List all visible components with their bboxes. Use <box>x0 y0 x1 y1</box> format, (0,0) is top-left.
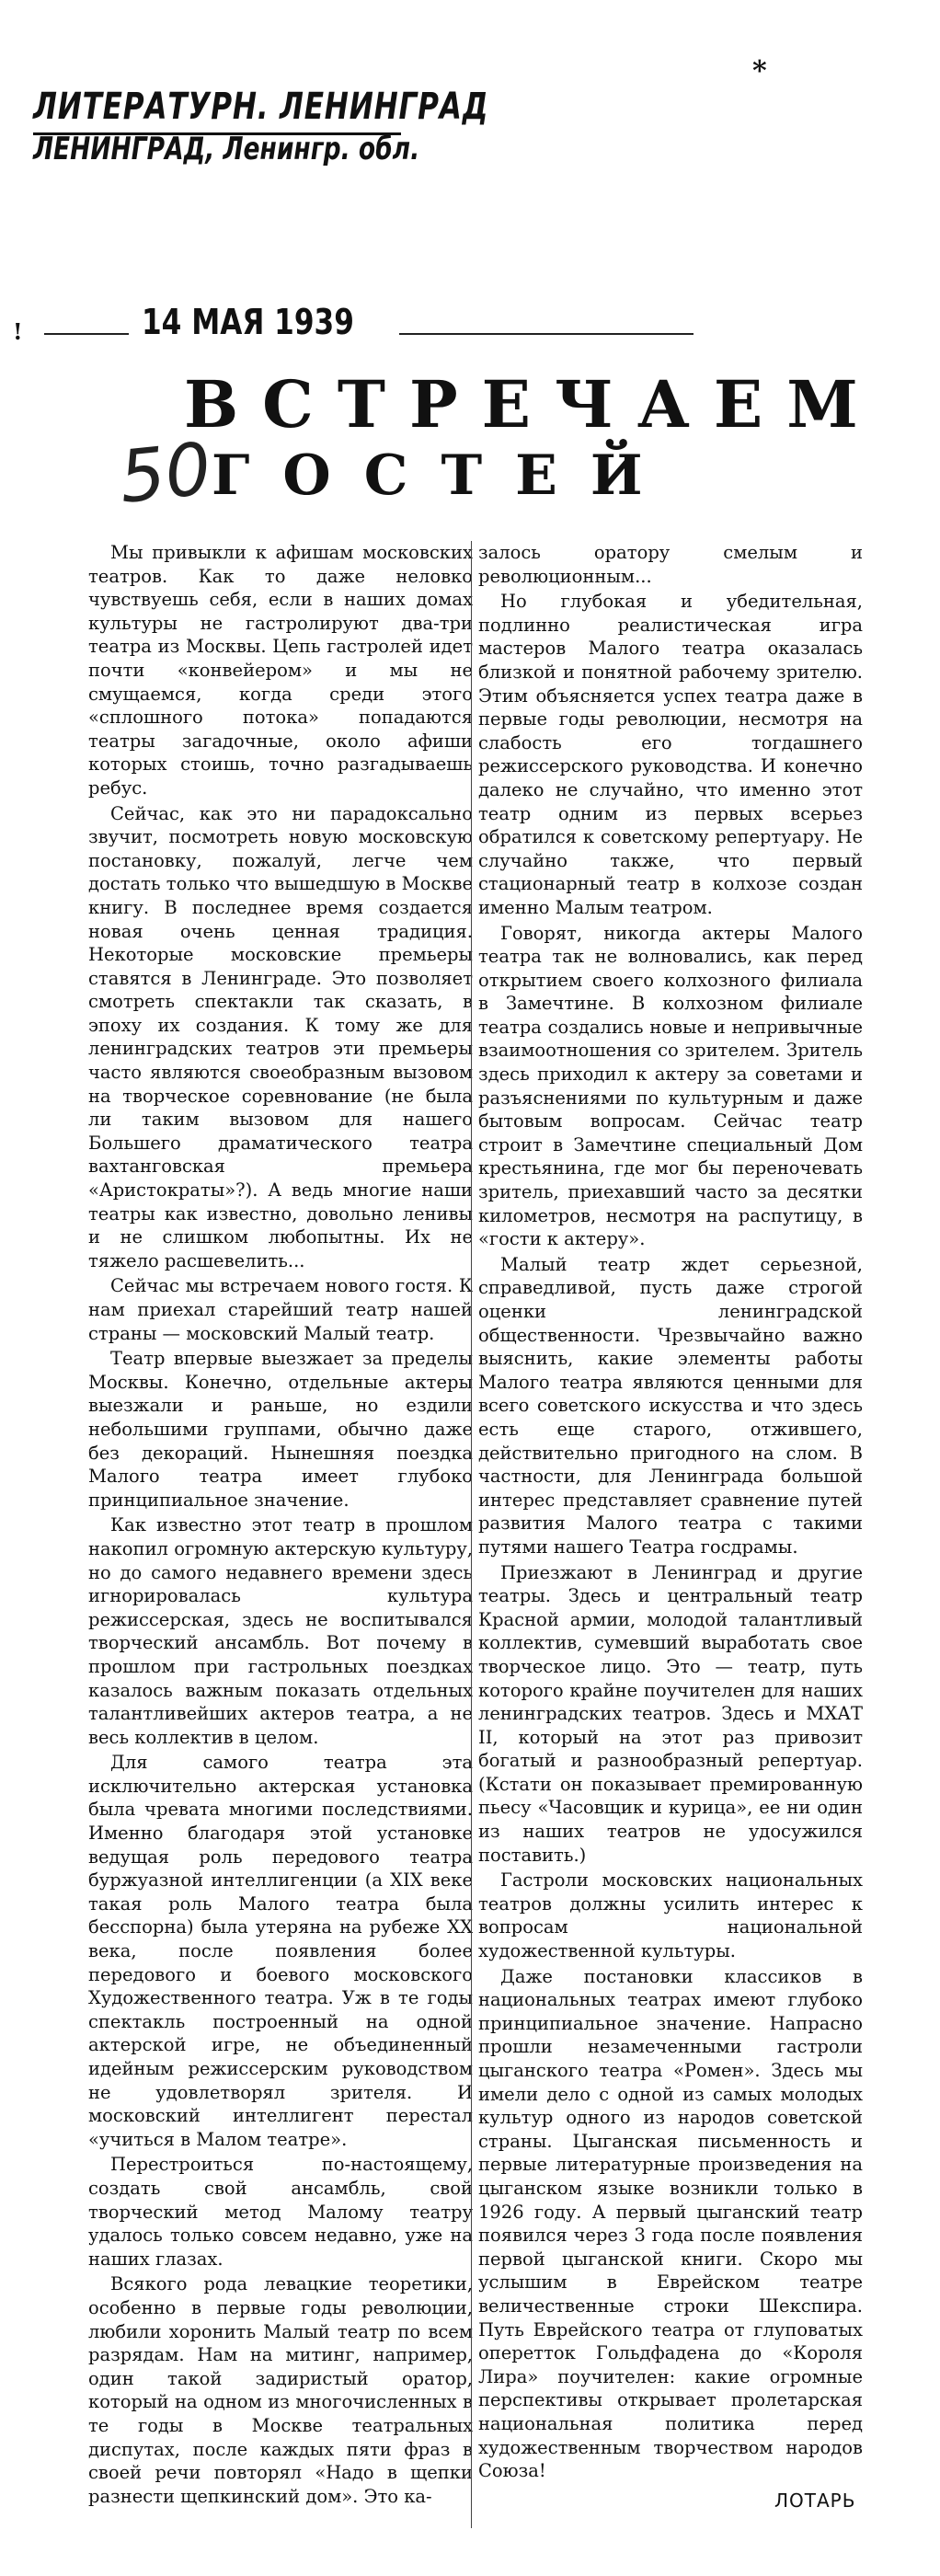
article-headline: ВСТРЕЧАЕМ <box>184 366 882 443</box>
paragraph: Сейчас, как это ни парадоксально звучит, посмотреть новую московскую постановку, пожалуй, легче чем достать только что вышедшую в Москве книгу. В последнее время создается новая очень ценная традиция. Некоторые московские премьеры ставятся в Ленинграде. Это позволяет смотреть спектакли так сказать, в эпоху их создания. К тому же для ленинградских театров эти премьеры часто являются своеобразным вызовом на творческое соревнование (не была ли таким вызовом для нашего Большего драматического театра вахтанговская премьера «Аристократы»?). А ведь многие наши театры как известно, довольно ленивы и не слишком любопытны. Их не тяжело расшевелить... <box>88 802 473 1271</box>
paragraph: Сейчас мы встречаем нового гостя. К нам приехал старейший театр нашей страны — московский Малый театр. <box>88 1275 473 1344</box>
paragraph-continuation: залось оратору смелым и революционным... <box>478 542 863 587</box>
paragraph: Гастроли московских национальных театров должны усилить интерес к вопросам национальной художественной культуры. <box>478 1869 863 1962</box>
stamp-publication: ЛИТЕРАТУРН. ЛЕНИНГРАД <box>33 86 489 128</box>
paragraph: Но глубокая и убедительная, подлинно реалистическая игра мастеров Малого театра оказалась близкой и понятной рабочему зрителю. Этим объясняется успех театра даже в первые годы революции, несмотря на слабость его тогдашнего режиссерского руководства. И конечно далеко не случайно, что именно этот театр одним из первых всерьез обратился к советскому репертуару. Не случайно также, что первый стационарный театр в колхозе создан именно Малым театром. <box>478 591 863 918</box>
paragraph: Для самого театра эта исключительно актерская установка была чревата многими последствиями. Именно благодаря этой установке ведущая роль передового театра буржуазной интеллигенции (а XIX веке такая роль Малого театра была бесспорна) была утеряна на рубеже XX века, после появления более передового и боевого московского Художественного театра. Уж в те годы спектакль построенный на одной актерской игре, не объединенный идейным режиссерским руководством не удовлетворял зрителя. И московский интеллигент перестал «учиться в Малом театре». <box>88 1752 473 2150</box>
paragraph: Как известно этот театр в прошлом накопил огромную актерскую культуру, но до самого недавнего времени здесь игнорировалась культура режиссерская, здесь не воспитывался творческий ансамбль. Вот почему в прошлом при гастрольных поездках казалось важным показать отдельных талантливейших актеров театра, а не весь коллектив в целом. <box>88 1514 473 1748</box>
paragraph: Перестроиться по-настоящему, создать свой ансамбль, свой творческий метод Малому театру удалось только совсем недавно, уже на наших глазах. <box>88 2154 473 2270</box>
paragraph: Театр впервые выезжает за пределы Москвы. Конечно, отдельные актеры выезжали и раньше, но ездили небольшими группами, обычно даже без декораций. Нынешняя поездка Малого театра имеет глубоко принципиальное значение. <box>88 1348 473 1511</box>
publication-date: 14 МАЯ 1939 <box>142 302 354 342</box>
article-subheadline: ГОСТЕЙ <box>212 443 676 508</box>
paragraph: Малый театр ждет серьезной, справедливой, пусть даже строгой оценки ленинградской общественности. Чрезвычайно важно выяснить, какие элементы работы Малого театра являются ценными для всего советского искусства и что здесь есть еще старого, отжившего, действительно пригодного на слом. В частности, для Ленинграда большой интерес представляет сравнение путей развития Малого театра с такими путями нашего Театра госдрамы. <box>478 1253 863 1558</box>
date-tick-mark: ! <box>13 318 23 345</box>
author-signature: ЛОТАРЬ <box>774 2490 856 2512</box>
paragraph: Даже постановки классиков в национальных театрах имеют глубоко принципиальное значение. Напрасно прошли незамеченными гастроли цыганского театра «Ромен». Здесь мы имели дело с одной из самых молодых культур одного из народов советской страны. Цыганская письменность и первые литературные произведения на цыганском языке возникли только в 1926 году. А первый цыганский театр появился через 3 года после появления первой цыганской книги. Скоро мы услышим в Еврейском театре величественные строки Шекспира. Путь Еврейского театра от глуповатых оперетток Гольдфадена до «Короля Лира» поучителен: какие огромные перспективы открывает пролетарская национальная политика перед художественным творчеством народов Союза! <box>478 1965 863 2482</box>
date-rule-left <box>44 333 129 335</box>
corner-mark: * <box>752 55 767 87</box>
paragraph: Всякого рода левацкие теоретики, особенно в первые годы революции, любили хоронить Малый театр по всем разрядам. Нам на митинг, например, один такой задиристый оратор, который на одном из многочисленных в те годы в Москве театральных диспутах, после каждых пяти фраз в своей речи повторял «Надо в щепки разнести щепкинский дом». Это ка- <box>88 2273 473 2507</box>
article-column-left <box>88 541 473 2537</box>
stamp-location: ЛЕНИНГРАД, Ленингр. обл. <box>33 131 420 167</box>
source-stamp <box>33 85 489 169</box>
date-stamp <box>13 302 694 348</box>
paragraph: Говорят, никогда актеры Малого театра так не волновались, как перед открытием своего колхозного филиала в Замечтине. В колхозном филиале театра создались новые и непривычные взаимоотношения со зрителем. Зритель здесь приходил к актеру за советами и разъяснениями по культурным и даже бытовым вопросам. Сейчас театр строит в Замечтине специальный Дом крестьянина, где мог бы переночевать зритель, приехавший часто за десятки километров, несмотря на распутицу, в «гости к актеру». <box>478 922 863 1250</box>
handwritten-note: 50 <box>115 428 215 520</box>
article-column-right <box>478 541 863 2537</box>
paragraph: Приезжают в Ленинград и другие театры. Здесь и центральный театр Красной армии, молодой талантливый коллектив, сумевший выработать свое творческое лицо. Это — театр, путь которого крайне поучителен для наших ленинградских театров. Здесь и МХАТ II, который на этот раз привозит богатый и разнообразный репертуар. (Кстати он показывает премированную пьесу «Часовщик и курица», ее ни один из наших театров не удосужился поставить.) <box>478 1561 863 1866</box>
paragraph: Мы привыкли к афишам московских театров. Как то даже неловко чувствуешь себя, если в наших домах культуры не гастролируют два-три театра из Москвы. Цепь гастролей идет почти «конвейером» и мы не смущаемся, когда среди этого «сплошного потока» попадаются театры загадочные, около афиши которых стоишь, точно разгадываешь ребус. <box>88 542 473 799</box>
column-divider <box>471 541 472 2528</box>
date-rule-right <box>399 333 694 335</box>
